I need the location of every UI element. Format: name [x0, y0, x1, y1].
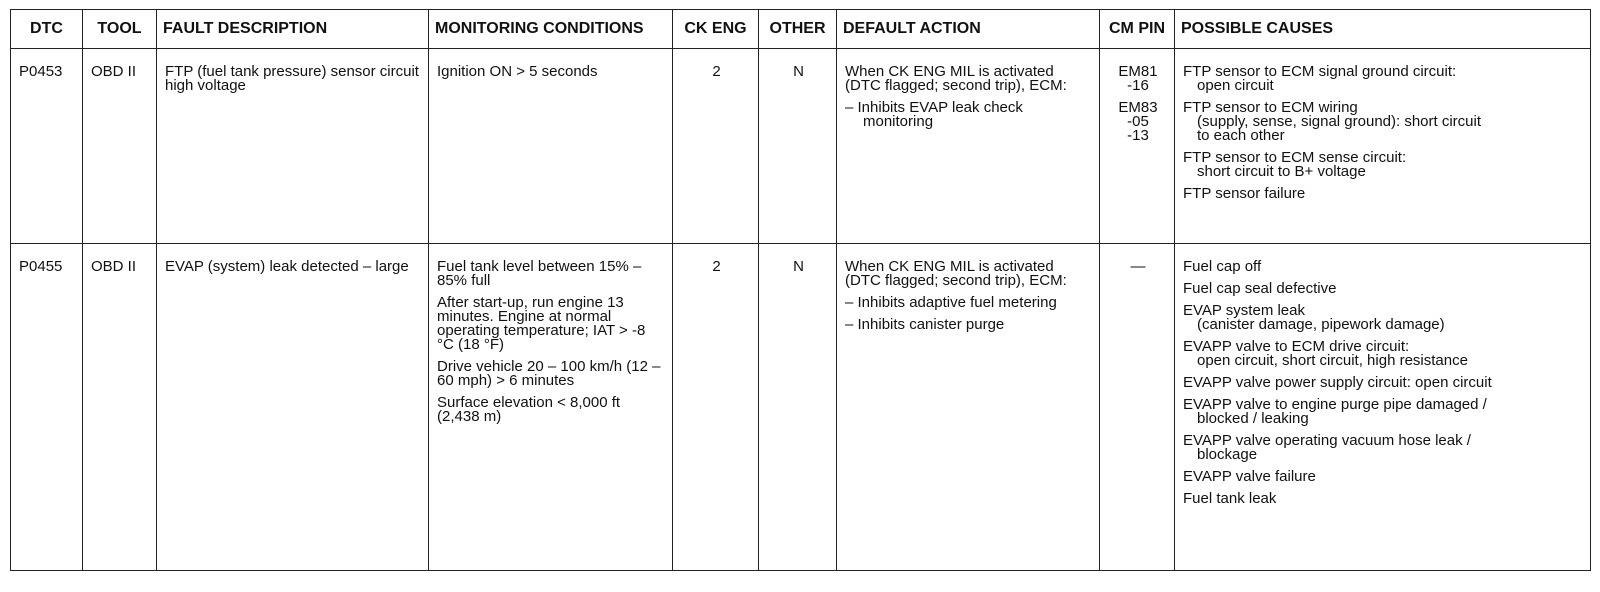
cause-item [1183, 492, 1584, 506]
cause-main: Fuel cap seal defective [1183, 280, 1337, 297]
cause-item [1183, 398, 1584, 426]
header-cm-pin: CM PIN [1100, 10, 1175, 49]
dtc-table [10, 9, 1591, 571]
table-row [11, 49, 1591, 244]
cause-item [1183, 101, 1584, 143]
cause-main: EVAPP valve power supply circuit: open circuit [1183, 374, 1492, 391]
cause-main: EVAPP valve failure [1183, 468, 1316, 485]
header-possible-causes: POSSIBLE CAUSES [1175, 10, 1591, 49]
header-monitoring-conditions: MONITORING CONDITIONS [429, 10, 673, 49]
possible-causes [1175, 244, 1591, 571]
monitoring-condition: Drive vehicle 20 – 100 km/h (12 – 60 mph) > 6 minutes [437, 358, 661, 389]
cause-sub: blocked / leaking [1197, 410, 1309, 427]
header-default-action: DEFAULT ACTION [837, 10, 1100, 49]
monitoring-conditions [429, 244, 673, 571]
cause-item [1183, 282, 1584, 296]
ck-eng-cell: 2 [673, 49, 759, 244]
cause-sub: open circuit, short circuit, high resistance [1197, 352, 1468, 369]
default-action-item: – Inhibits canister purge [845, 316, 1005, 333]
cause-item [1183, 151, 1584, 179]
cause-main: EVAP system leak [1183, 302, 1305, 319]
cm-pin-cell: — [1100, 244, 1175, 571]
cm-pin-number: -16 [1127, 77, 1149, 94]
cause-sub: (supply, sense, signal ground): short circuit to each other [1197, 113, 1482, 144]
cause-sub: open circuit [1197, 77, 1274, 94]
other-cell: N [759, 244, 837, 571]
cause-main: FTP sensor to ECM sense circuit: [1183, 149, 1407, 166]
cause-sub: blockage [1197, 446, 1258, 463]
cause-main: FTP sensor failure [1183, 185, 1306, 202]
cause-item [1183, 187, 1584, 201]
header-row [11, 10, 1591, 49]
cm-pin-connector: EM81 [1118, 63, 1158, 80]
cause-item [1183, 470, 1584, 484]
header-dtc: DTC [11, 10, 83, 49]
cm-pin-connector: EM83 [1118, 99, 1158, 116]
cause-item [1183, 304, 1584, 332]
cause-main: Fuel tank leak [1183, 490, 1277, 507]
header-other: OTHER [759, 10, 837, 49]
table-row [11, 244, 1591, 571]
cause-sub: (canister damage, pipework damage) [1197, 316, 1445, 333]
cause-item [1183, 65, 1584, 93]
cause-main: EVAPP valve to ECM drive circuit: [1183, 338, 1410, 355]
cause-main: FTP sensor to ECM signal ground circuit: [1183, 63, 1457, 80]
cause-main: EVAPP valve to engine purge pipe damaged / [1183, 396, 1487, 413]
cm-pin-cell [1100, 49, 1175, 244]
cause-item [1183, 376, 1584, 390]
cause-main: FTP sensor to ECM wiring [1183, 99, 1358, 116]
default-action-intro: When CK ENG MIL is activated (DTC flagged; second trip), ECM: [845, 258, 1067, 289]
header-fault-description: FAULT DESCRIPTION [157, 10, 429, 49]
cm-pin-number: -05 [1127, 113, 1149, 130]
possible-causes [1175, 49, 1591, 244]
fault-description: FTP (fuel tank pressure) sensor circuit high voltage [157, 49, 429, 244]
tool-cell: OBD II [83, 244, 157, 571]
monitoring-conditions [429, 49, 673, 244]
cause-item [1183, 434, 1584, 462]
tool-cell: OBD II [83, 49, 157, 244]
monitoring-condition: Ignition ON > 5 seconds [437, 63, 598, 80]
default-action-item: – Inhibits adaptive fuel metering [845, 294, 1057, 311]
header-ck-eng: CK ENG [673, 10, 759, 49]
default-action [837, 49, 1100, 244]
monitoring-condition: Fuel tank level between 15% – 85% full [437, 258, 642, 289]
default-action [837, 244, 1100, 571]
cause-main: Fuel cap off [1183, 258, 1262, 275]
default-action-item: – Inhibits EVAP leak check monitoring [845, 99, 1023, 130]
cause-item [1183, 340, 1584, 368]
default-action-intro: When CK ENG MIL is activated (DTC flagged; second trip), ECM: [845, 63, 1067, 94]
ck-eng-cell: 2 [673, 244, 759, 571]
dtc-code: P0455 [11, 244, 83, 571]
monitoring-condition: After start-up, run engine 13 minutes. Engine at normal operating temperature; IAT > -8 °C (18 °F) [437, 294, 646, 353]
fault-description: EVAP (system) leak detected – large [157, 244, 429, 571]
cause-sub: short circuit to B+ voltage [1197, 163, 1366, 180]
header-tool: TOOL [83, 10, 157, 49]
monitoring-condition: Surface elevation < 8,000 ft (2,438 m) [437, 394, 621, 425]
other-cell: N [759, 49, 837, 244]
dtc-code: P0453 [11, 49, 83, 244]
cm-pin-number: -13 [1127, 127, 1149, 144]
cause-main: EVAPP valve operating vacuum hose leak / [1183, 432, 1471, 449]
cause-item [1183, 260, 1584, 274]
